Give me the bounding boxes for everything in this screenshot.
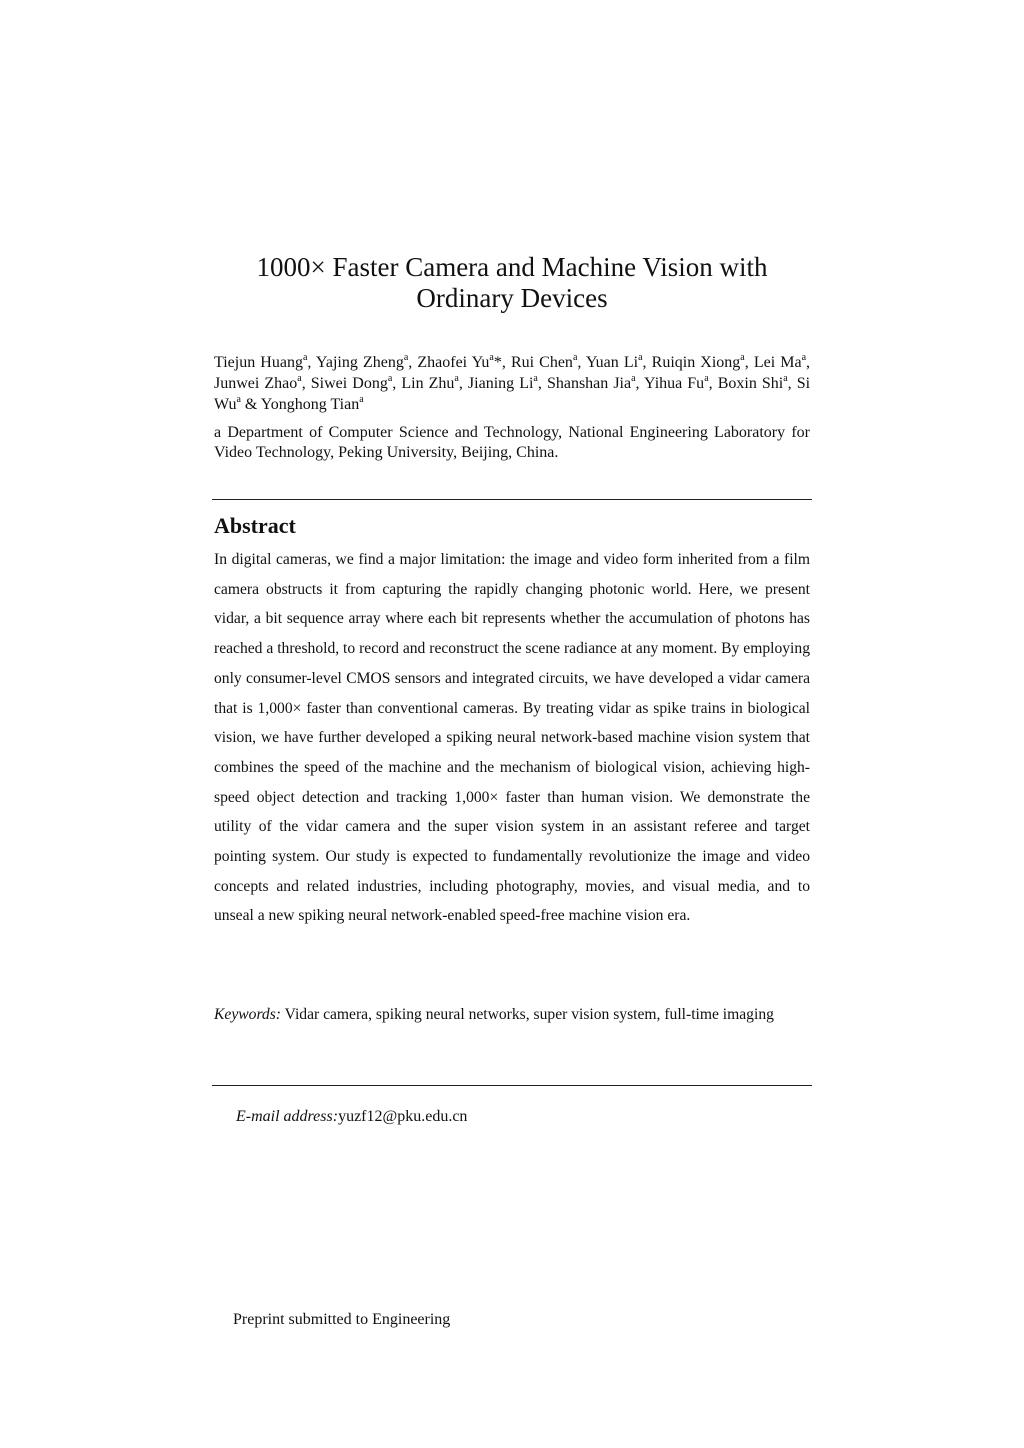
keywords (214, 1000, 810, 1030)
author-affiliation-mark: a (359, 393, 364, 405)
author-affiliation-mark: a (236, 393, 241, 405)
author-name: Yuan Li (585, 354, 639, 371)
author-affiliation-mark: a (801, 351, 807, 363)
author (467, 372, 547, 392)
author-name: Boxin Shi (717, 375, 784, 392)
author-name: Siwei Dong (310, 375, 388, 392)
author-separator: , (408, 354, 418, 371)
author (651, 351, 754, 371)
email-address[interactable]: yuzf12@pku.edu.cn (338, 1108, 468, 1125)
author-separator: , (787, 375, 797, 392)
author-name: Jianing Li (467, 375, 534, 392)
author (510, 351, 586, 371)
author-name: Shanshan Jia (546, 375, 632, 392)
author-name: Zhaofei Yu (417, 354, 490, 371)
keywords-label: Keywords: (214, 1006, 281, 1023)
author-name: Lin Zhu (401, 375, 455, 392)
author-separator: , (301, 375, 311, 392)
author-affiliation-mark: a (489, 351, 494, 363)
author-affiliation-mark: a (454, 372, 459, 384)
author-name: Tiejun Huang (214, 354, 303, 371)
author (753, 351, 811, 371)
author-name: Yajing Zheng (315, 354, 404, 371)
corresponding-author-mark: * (493, 354, 502, 371)
author (417, 351, 511, 371)
author-separator: , (577, 354, 586, 371)
top-divider (212, 499, 812, 500)
abstract-text: In digital cameras, we find a major limitation: the image and video form inherited from a film camera obstructs it from capturing the rapidly changing photonic world. Here, we present vidar, a bit sequence array where each bit represents whether the accumulation of photons has reached a threshold, to record and reconstruct the scene radiance at any moment. By employing only consumer-level CMOS sensors and integrated circuits, we have developed a vidar camera that is 1,000× faster than conventional cameras. By treating vidar as spike trains in biological vision, we have further developed a spiking neural network-based machine vision system that combines the speed of the machine and the mechanism of biological vision, achieving high-speed object detection and tracking 1,000× faster than human vision. We demonstrate the utility of the vidar camera and the super vision system in an assistant referee and target pointing system. Our study is expected to fundamentally revolutionize the image and video concepts and related industries, including photography, movies, and visual media, and to unseal a new spiking neural network-enabled speed-free machine vision era. (214, 551, 810, 925)
author (401, 372, 468, 392)
author-separator: & (240, 396, 261, 413)
author-affiliation-mark: a (704, 372, 709, 384)
author-separator: , (635, 375, 645, 392)
author-affiliation-mark: a (638, 351, 643, 363)
author-separator: , (307, 354, 316, 371)
author-affiliation-mark: a (572, 351, 578, 363)
author (260, 393, 364, 413)
author-affiliation-mark: a (533, 372, 538, 384)
author-affiliation-mark: a (302, 351, 308, 363)
affiliation: a Department of Computer Science and Technology, National Engineering Laboratory for Video Technology, Peking University, Beijing, China. (214, 424, 810, 461)
author-separator: , (642, 354, 652, 371)
author (214, 372, 311, 392)
author-name: Yihua Fu (644, 375, 705, 392)
author-separator: , (392, 375, 402, 392)
author-separator: , (501, 354, 511, 371)
author (546, 372, 645, 392)
author-affiliation-mark: a (740, 351, 745, 363)
preprint-footer: Preprint submitted to Engineering (233, 1311, 451, 1328)
author (310, 372, 402, 392)
bottom-divider (212, 1085, 812, 1086)
author (717, 372, 797, 392)
author-list (214, 352, 810, 415)
email-line (236, 1106, 467, 1128)
author-affiliation-mark: a (783, 372, 788, 384)
author-separator: , (744, 354, 754, 371)
author-separator: , (458, 375, 468, 392)
keywords-text: Vidar camera, spiking neural networks, super vision system, full-time imaging (281, 1006, 774, 1023)
author-name: Ruiqin Xiong (651, 354, 741, 371)
paper-title (214, 252, 810, 314)
author (214, 351, 316, 371)
author-affiliation-mark: a (297, 372, 302, 384)
title-line-1: 1000× Faster Camera and Machine Vision with (256, 252, 768, 282)
author (585, 351, 652, 371)
title-line-2: Ordinary Devices (416, 283, 608, 313)
author-name: Yonghong Tian (260, 396, 360, 413)
author-name: Rui Chen (510, 354, 573, 371)
author (644, 372, 718, 392)
author-separator: , (708, 375, 718, 392)
author (315, 351, 418, 371)
author-affiliation-mark: a (631, 372, 636, 384)
abstract-heading: Abstract (214, 513, 296, 538)
author-name: Lei Ma (753, 354, 802, 371)
author-affiliation-mark: a (387, 372, 393, 384)
author-affiliation-mark: a (403, 351, 409, 363)
author-separator: , (806, 354, 811, 371)
author-name: Si Wu (214, 375, 811, 413)
author-separator: , (537, 375, 547, 392)
email-label: E-mail address: (236, 1108, 339, 1125)
author-name: Junwei Zhao (214, 375, 298, 392)
